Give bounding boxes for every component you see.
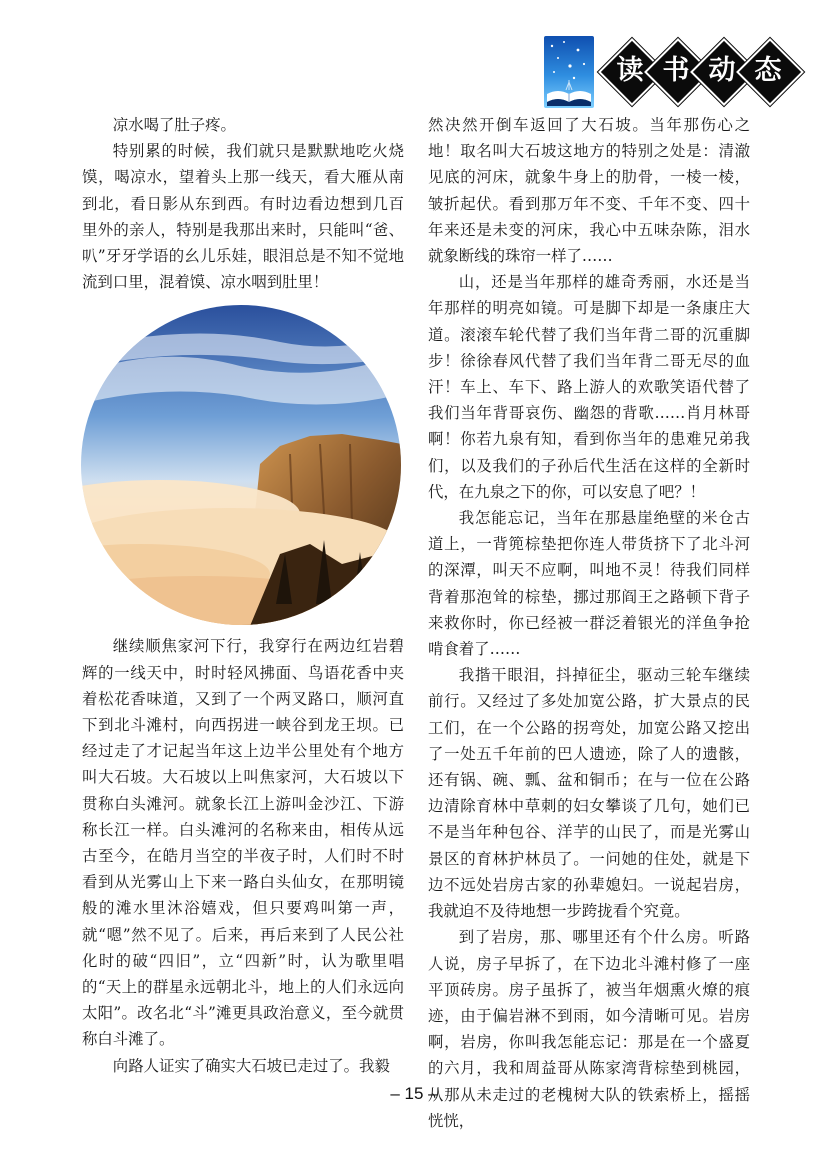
paragraph: 到了岩房，那、哪里还有个什么房。听路人说，房子早拆了，在下边北斗滩村修了一座平顶砖房。房子虽拆了，被当年烟熏火燎的痕迹，由于偏岩淋不到雨，如今清晰可见。岩房啊，岩房，你叫我怎能忘记：那是在一个盛夏的六月，我和周益哥从陈家湾背棕垫到桃园，从那从未走过的老槐树大队的铁索桥上，摇摇恍恍， (428, 928, 750, 1130)
paragraph: 我怎能忘记，当年在那悬崖绝壁的米仓古道上，一背篼棕垫把你连人带货挤下了北斗河的深潭，叫天不应啊，叫地不灵！待我们同样背着那泡耸的棕垫，挪过那阎王之路顿下背子来救你时，你已经被一群泛着银光的洋鱼争抢啃食着了…… (428, 509, 750, 659)
paragraph: 向路人证实了确实大石坡已走过了。我毅 (112, 1056, 390, 1075)
section-title (600, 42, 800, 106)
landscape-photo (80, 304, 402, 626)
paragraph: 特别累的时候，我们就只是默默地吃火烧馍，喝凉水，望着头上那一线天，看大雁从南到北，看日影从东到西。有时边看边想到几百里外的亲人，特别是我那出来时，只能叫“爸、叭”牙牙学语的幺儿乐娃，眼泪总是不知不觉地流到口里，混着馍、凉水咽到肚里！ (82, 142, 404, 292)
right-column (428, 112, 750, 1134)
paragraph: 山，还是当年那样的雄奇秀丽，水还是当年那样的明亮如镜。可是脚下却是一条康庄大道。滚滚车轮代替了我们当年背二哥的沉重脚步！徐徐春风代替了我们当年背二哥无尽的血汗！车上、车下、路上游人的欢歌笑语代替了我们当年背哥哀伤、幽怨的背歌……肖月林哥啊！你若九泉有知，看到你当年的患难兄弟我们，以及我们的子孙后代生活在这样的全新时代，在九泉之下的你，可以安息了吧？！ (428, 273, 750, 501)
section-header (538, 34, 798, 114)
title-char: 读 (616, 55, 644, 86)
title-char: 态 (754, 55, 782, 86)
paragraph: 然决然开倒车返回了大石坡。当年那伤心之地！取名叫大石坡这地方的特别之处是：清澈见底的河床，就象牛身上的肋骨，一棱一棱，皱折起伏。看到那万年不变、千年不变、四十年来还是未变的河床，我心中五味杂陈，泪水就象断线的珠帘一样了…… (428, 116, 750, 266)
page-number: – 15 – (390, 1084, 438, 1103)
paragraph: 继续顺焦家河下行，我穿行在两边红岩碧辉的一线天中，时时轻风拂面、鸟语花香中夹着松花香味道，又到了一个两叉路口，顺河直下到北斗滩村，向西拐进一峡谷到龙王坝。已经过走了才记起当年这上边半公里处有个地方叫大石坡。大石坡以上叫焦家河，大石坡以下贯称白头滩河。就象长江上游叫金沙江、下游称长江一样。白头滩河的名称来由，相传从远古至今，在皓月当空的半夜子时，人们时不时看到从光雾山上下来一路白头仙女，在那明镜般的滩水里沐浴嬉戏，但只要鸡叫第一声，就“嗯”然不见了。后来，再后来到了人民公社化时的破“四旧”，立“四新”时，认为歌里唱的“天上的群星永远朝北斗，地上的人们永远向太阳”。改名北“斗”滩更具政治意义，至今就贯称白斗滩了。 (82, 637, 404, 1049)
open-book-icon (544, 36, 594, 108)
title-char: 动 (708, 55, 736, 86)
paragraph: 凉水喝了肚子疼。 (112, 116, 236, 134)
paragraph: 我揩干眼泪，抖掉征尘，驱动三轮车继续前行。又经过了多处加宽公路，扩大景点的民工们，在一个公路的拐弯处，加宽公路又挖出了一处五千年前的巴人遗迹，除了人的遗骸，还有锅、碗、瓢、盆和铜币；在与一位在公路边清除育林中草刺的妇女攀谈了几句，她们已不是当年种包谷、洋芋的山民了，而是光雾山景区的育林护林员了。一问她的住处，就是下边不远处岩房古家的孙辈媳妇。一说起岩房，我就迫不及待地想一步跨拢看个究竟。 (428, 666, 750, 921)
title-char: 书 (662, 55, 690, 86)
